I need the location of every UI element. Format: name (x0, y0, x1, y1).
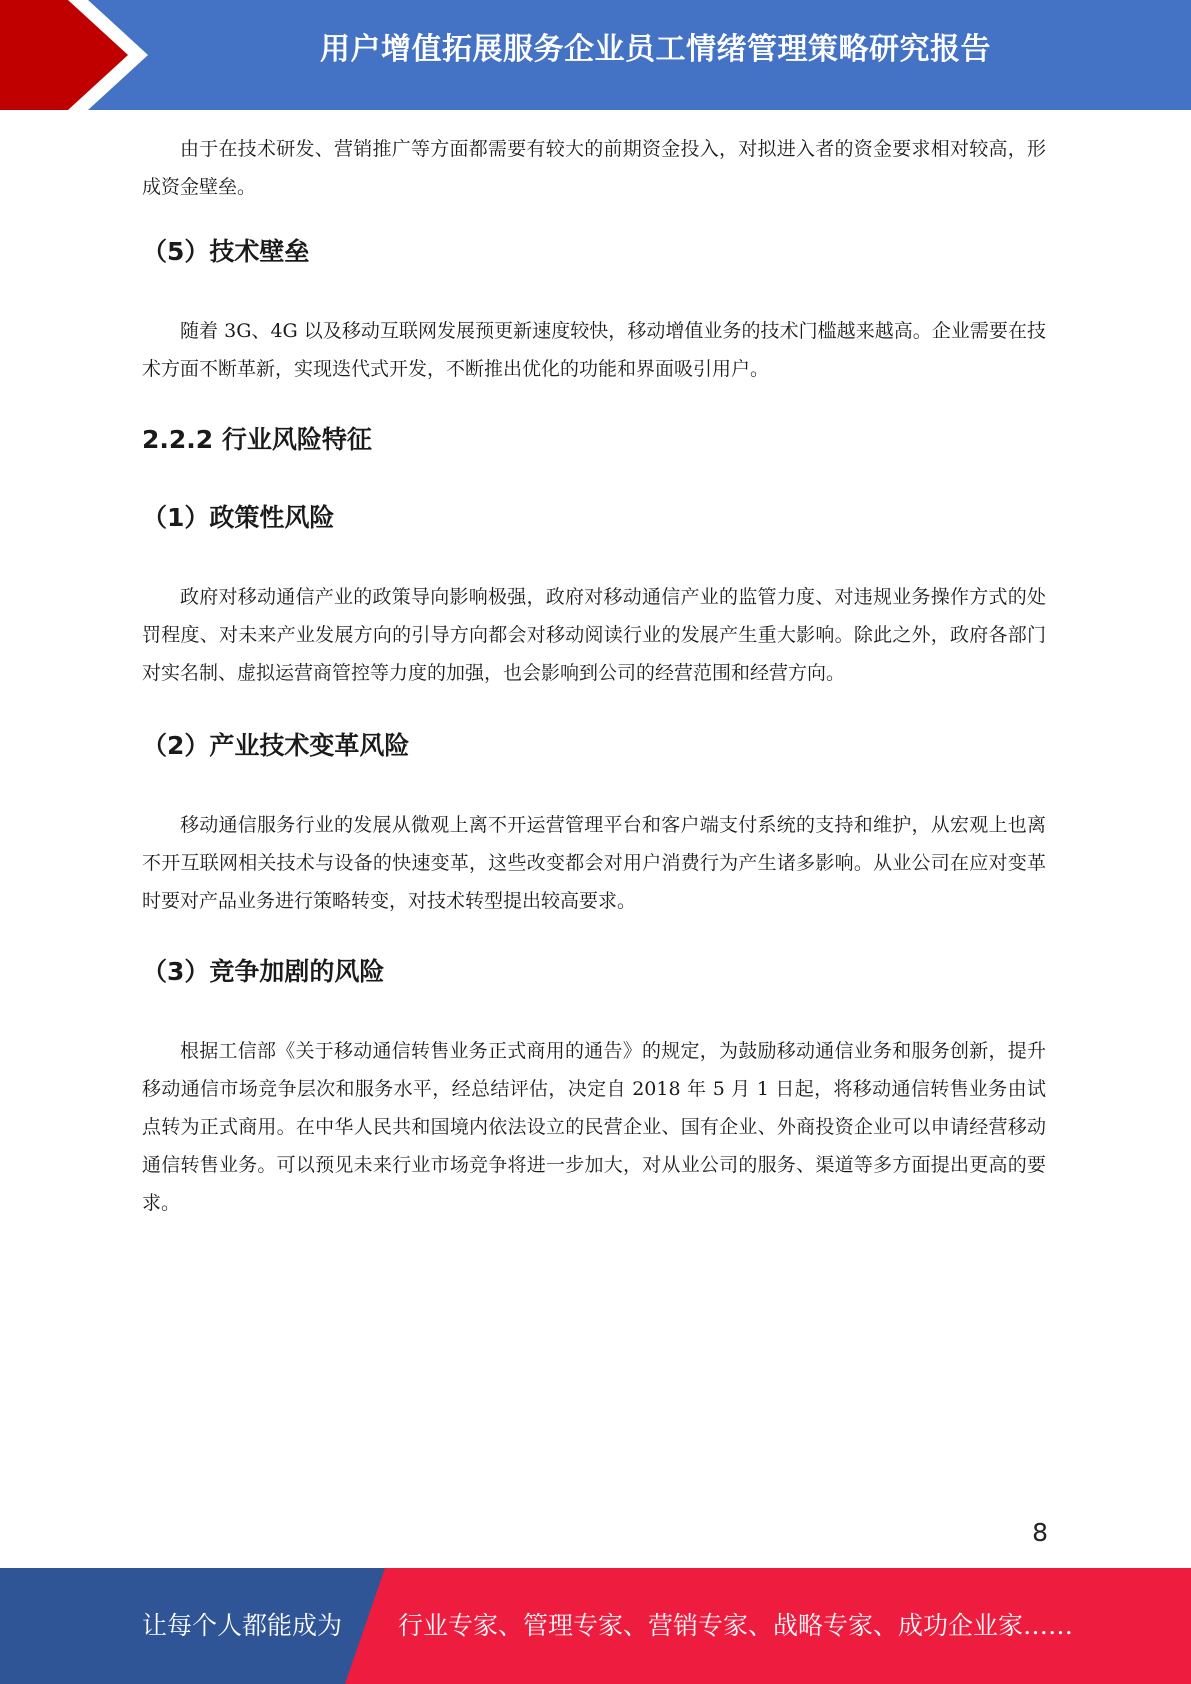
footer-slogan-right: 行业专家、管理专家、营销专家、战略专家、成功企业家…… (398, 1611, 1074, 1640)
page-header (0, 0, 1191, 110)
paragraph-policy-risk: 政府对移动通信产业的政策导向影响极强，政府对移动通信产业的监管力度、对违规业务操作方式的处罚程度、对未来产业发展方向的引导方向都会对移动阅读行业的发展产生重大影响。除此之外，政府各部门对实名制、虚拟运营商管控等力度的加强，也会影响到公司的经营范围和经营方向。 (142, 586, 1046, 684)
heading-competition-risk: （3）竞争加剧的风险 (142, 957, 385, 986)
heading-tech-change-risk: （2）产业技术变革风险 (142, 731, 410, 760)
heading-policy-risk: （1）政策性风险 (142, 503, 335, 532)
report-title: 用户增值拓展服务企业员工情绪管理策略研究报告 (320, 32, 991, 67)
page-number: 8 (1032, 1518, 1048, 1547)
paragraph-capital-barrier: 由于在技术研发、营销推广等方面都需要有较大的前期资金投入，对拟进入者的资金要求相对较高，形成资金壁垒。 (142, 138, 1046, 198)
paragraph-competition-risk: 根据工信部《关于移动通信转售业务正式商用的通告》的规定，为鼓励移动通信业务和服务创新，提升移动通信市场竞争层次和服务水平，经总结评估，决定自 2018 年 5 月 1 日起，将移动通信转售业务由试点转为正式商用。在中华人民共和国境内依法设立的民营企业、国有企业、外商投资企业可以申请经营移动通信转售业务。可以预见未来行业市场竞争将进一步加大，对从业公司的服务、渠道等多方面提出更高的要求。 (142, 1040, 1046, 1214)
paragraph-tech-change-risk: 移动通信服务行业的发展从微观上离不开运营管理平台和客户端支付系统的支持和维护，从宏观上也离不开互联网相关技术与设备的快速变革，这些改变都会对用户消费行为产生诸多影响。从业公司在应对变革时要对产品业务进行策略转变，对技术转型提出较高要求。 (142, 814, 1046, 912)
footer-slogan-left: 让每个人都能成为 (142, 1611, 343, 1640)
heading-section-2-2-2: 2.2.2 行业风险特征 (142, 425, 372, 454)
page-footer (0, 1568, 1191, 1684)
heading-tech-barrier: （5）技术壁垒 (142, 237, 310, 266)
header-arrow-decoration (0, 0, 170, 110)
document-body (142, 130, 1046, 1222)
paragraph-tech-barrier: 随着 3G、4G 以及移动互联网发展预更新速度较快，移动增值业务的技术门槛越来越高。企业需要在技术方面不断革新，实现迭代式开发，不断推出优化的功能和界面吸引用户。 (142, 320, 1046, 380)
